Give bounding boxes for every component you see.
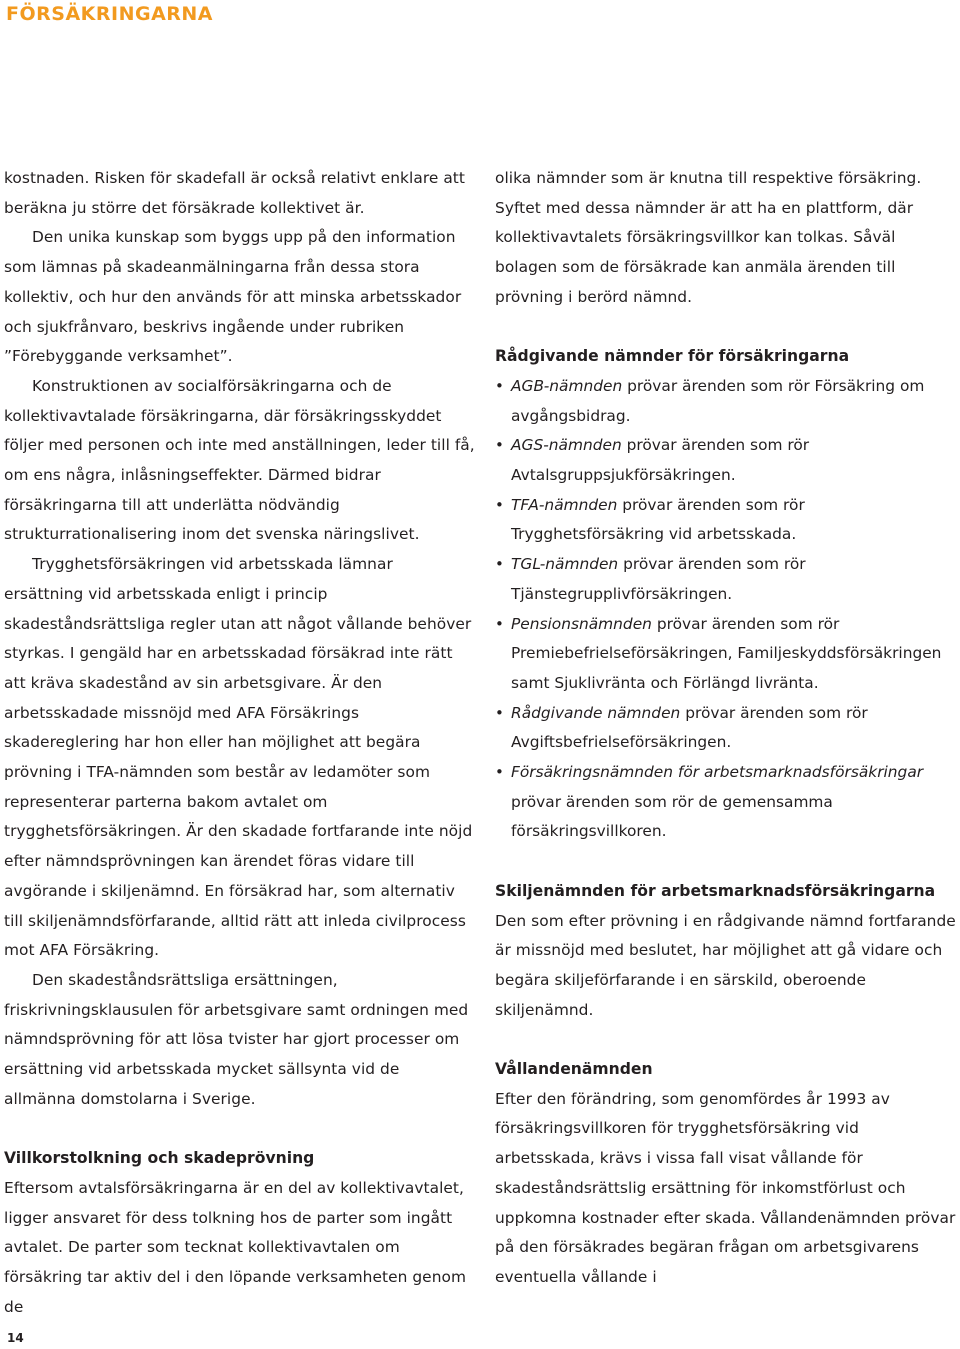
committee-description: prövar ärenden som rör Avgiftsbefrielseförsäkringen.	[511, 703, 868, 752]
body-paragraph: Konstruktionen av socialförsäkringarna och de kollektivavtalade försäkringarna, där försäkringsskyddet följer med personen och inte med anställningen, leder till få, om ens några, inlåsningseffekter. Därmed bidrar försäkringarna till att underlätta nödvändig strukturrationalisering inom det svenska näringslivet.	[4, 376, 475, 544]
page-number: 14	[7, 1331, 24, 1345]
subheading: Skiljenämnden för arbetsmarknadsförsäkringarna	[495, 881, 936, 900]
list-item	[495, 758, 957, 847]
body-paragraph: Den som efter prövning i en rådgivande nämnd fortfarande är missnöjd med beslutet, har möjlighet att gå vidare och begära skiljeförfarande i en särskild, oberoende skiljenämnd.	[495, 911, 956, 1019]
list-item	[495, 372, 957, 431]
committee-name: Försäkringsnämnden för arbetsmarknadsförsäkringar	[511, 763, 924, 782]
committee-description: prövar ärenden som rör Trygghetsförsäkring vid arbetsskada.	[511, 495, 805, 544]
bullet-icon: •	[495, 555, 504, 574]
section-title: FÖRSÄKRINGARNA	[6, 3, 214, 25]
list-item	[495, 610, 957, 699]
committee-description: prövar ärenden som rör Tjänstegrupplivförsäkringen.	[511, 555, 806, 603]
body-paragraph: olika nämnder som är knutna till respektive försäkring. Syftet med dessa nämnder är att ha en plattform, där kollektivavtalets försäkringsvillkor kan tolkas. Såväl bolagen som de försäkrade kan anmäla ärenden till prövning i berörd nämnd.	[495, 169, 922, 306]
committee-name: TFA-nämnden	[511, 495, 618, 514]
list-item	[495, 431, 957, 490]
body-paragraph: kostnaden. Risken för skadefall är också relativt enklare att beräkna ju större det försäkrade kollektivet är.	[4, 169, 465, 217]
subheading: Villkorstolkning och skadeprövning	[4, 1149, 315, 1168]
committee-description: prövar ärenden som rör Försäkring om avgångsbidrag.	[511, 376, 925, 425]
subheading: Vållandenämnden	[495, 1060, 653, 1079]
right-column	[495, 164, 957, 1293]
spacer	[495, 313, 957, 343]
bullet-icon: •	[495, 614, 504, 633]
list-item	[495, 550, 957, 609]
body-paragraph: Efter den förändring, som genomfördes år 1993 av försäkringsvillkoren för trygghetsförsäkring vid arbetsskada, krävs i vissa fall visat vållande för skadeståndsrättslig ersättning för inkomstförlust och uppkomna kostnader efter skada. Vållandenämnden prövar på den försäkrades begäran frågan om arbetsgivarens eventuella vållande i	[495, 1089, 956, 1286]
body-paragraph: Den skadeståndsrättsliga ersättningen, friskrivningsklausulen för arbetsgivare samt ordningen med nämndsprövning för att lösa tvister har gjort processer om ersättning vid arbetsskada mycket sällsynta vid de allmänna domstolarna i Sverige.	[4, 970, 469, 1108]
bullet-icon: •	[495, 495, 504, 514]
committee-name: AGS-nämnden	[511, 436, 622, 455]
left-column	[4, 164, 476, 1322]
committee-list	[495, 372, 957, 847]
spacer	[4, 1115, 476, 1145]
body-paragraph: Trygghetsförsäkringen vid arbetsskada lämnar ersättning vid arbetsskada enligt i princip skadeståndsrättsliga regler utan att något vållande behöver styrkas. I gengäld har en arbetsskadad försäkrad inte rätt att kräva skadestånd av sin arbetsgivare. Är den arbetsskadade missnöjd med AFA Försäkrings skadereglering har hon eller han möjlighet att begära prövning i TFA-nämnden som består av ledamöter som representerar parterna bakom avtalet om trygghetsförsäkringen. Är den skadade fortfarande inte nöjd efter nämndsprövningen kan ärendet föras vidare till avgörande i skiljenämnd. En försäkrad har, som alternativ till skiljenämndsförfarande, alltid rätt att inleda civilprocess mot AFA Försäkring.	[4, 555, 473, 960]
committee-description: prövar ärenden som rör Avtalsgruppsjukförsäkringen.	[511, 436, 810, 485]
list-item	[495, 699, 957, 758]
committee-name: TGL-nämnden	[511, 555, 619, 574]
committee-name: Pensionsnämnden	[511, 614, 652, 633]
bullet-icon: •	[495, 703, 504, 722]
committee-description: prövar ärenden som rör Premiebefrielseförsäkringen, Familjeskyddsförsäkringen samt Sjuklivränta och Förlängd livränta.	[511, 614, 942, 692]
committee-description: prövar ärenden som rör de gemensamma försäkringsvillkoren.	[511, 792, 833, 841]
bullet-icon: •	[495, 436, 504, 455]
list-item	[495, 491, 957, 550]
committee-name: Rådgivande nämnden	[511, 703, 681, 722]
bullet-icon: •	[495, 376, 504, 395]
body-paragraph: Den unika kunskap som byggs upp på den information som lämnas på skadeanmälningarna från dessa stora kollektiv, och hur den används för att minska arbetsskador och sjukfrånvaro, beskrivs ingående under rubriken ”Förebyggande verksamhet”.	[4, 228, 462, 366]
body-paragraph: Eftersom avtalsförsäkringarna är en del av kollektivavtalet, ligger ansvaret för dess tolkning hos de parter som ingått avtalet. De parter som tecknat kollektivavtalen om försäkring tar aktiv del i den löpande verksamheten genom de	[4, 1178, 467, 1316]
spacer	[495, 847, 957, 877]
bullet-icon: •	[495, 763, 504, 782]
subheading: Rådgivande nämnder för försäkringarna	[495, 347, 850, 366]
committee-name: AGB-nämnden	[511, 376, 623, 395]
spacer	[495, 1025, 957, 1055]
